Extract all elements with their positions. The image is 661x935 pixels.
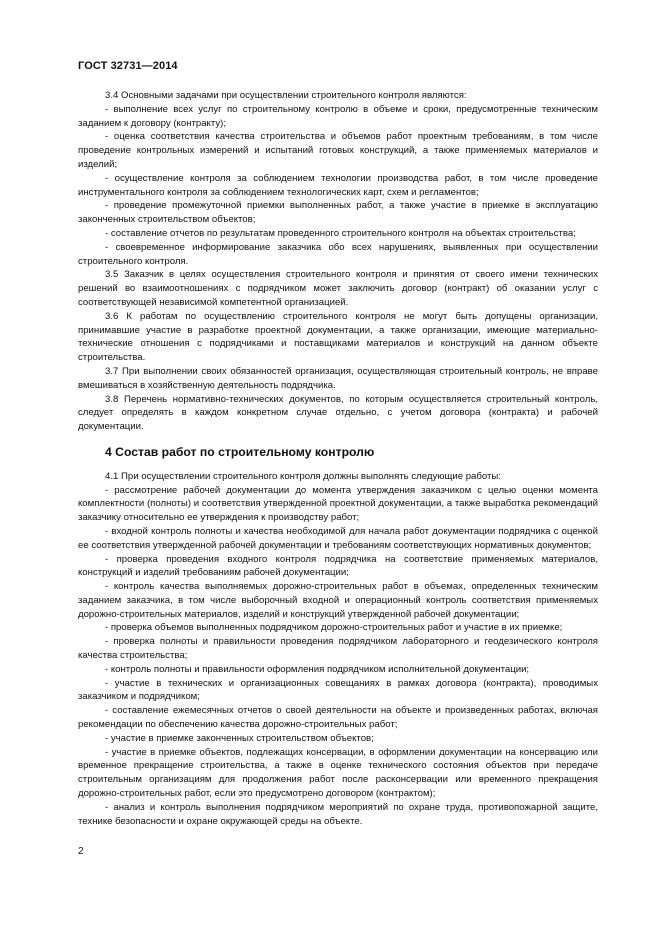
paragraph: - рассмотрение рабочей документации до момента утверждения заказчиком с целью оценки момента комплектности (полноты) и соответствия утвержденной проектной документации, а также выработка рекомендаций заказчику относительно ее утверждения к производству работ; <box>78 484 598 524</box>
paragraph: - участие в приемке законченных строительством объектов; <box>105 732 374 744</box>
paragraph: - контроль качества выполняемых дорожно-строительных работ в объемах, определенных техническим заданием заказчика, в том числе выборочный входной и операционный контроль соответствия применяемых дорожно-строительных материалов, изделий и конструкций утвержденной рабочей документации; <box>78 581 598 620</box>
paragraph: - своевременное информирование заказчика обо всех нарушениях, выявленных при осуществлении строительного контроля. <box>78 241 598 267</box>
paragraph: - проверка объемов выполненных подрядчиком дорожно-строительных работ и участие в их приемке; <box>105 622 563 634</box>
paragraph: - проверка проведения входного контроля подрядчика на соответствие применяемых материалов, конструкций и изделий требованиям рабочей документации; <box>78 553 598 579</box>
paragraph: 4.1 При осуществлении строительного контроля должны выполнять следующие работы: <box>105 470 501 482</box>
paragraph: 3.5 Заказчик в целях осуществления строительного контроля и принятия от своего имени технических решений во взаимоотношениях с подрядчиком может заключить договор (контракт) об оказании услуг с соответствующей независимой компетентной организацией. <box>78 269 598 308</box>
paragraph: - участие в приемке объектов, подлежащих консервации, в оформлении документации на консервацию или временное прекращение строительства, а также в оценке технического состояния объектов при передаче строительным организациям для продолжения работ после расконсервации или временного прекращения дорожно-строительных работ, если это предусмотрено договором (контрактом); <box>78 746 598 800</box>
paragraph: - составление ежемесячных отчетов о своей деятельности на объекте и произведенных работах, включая рекомендации по обеспечению качества дорожно-строительных работ; <box>78 705 598 731</box>
document-header: ГОСТ 32731—2014 <box>78 60 178 72</box>
paragraph: - входной контроль полноты и качества необходимой для начала работ документации подрядчика с оценкой ее соответствия утвержденной рабочей документации и требованиям соответствующих нормативных документов; <box>78 525 598 551</box>
paragraph: - проведение промежуточной приемки выполненных работ, а также участие в приемке в эксплуатацию законченных строительством объектов; <box>78 200 598 226</box>
section-4-title: 4 Состав работ по строительному контролю <box>105 444 375 459</box>
paragraph: - оценка соответствия качества строительства и объемов работ проектным требованиям, в том числе проведение контрольных измерений и испытаний готовых конструкций, а также применяемых материалов и изделий; <box>78 131 598 170</box>
paragraph: 3.4 Основными задачами при осуществлении строительного контроля являются: <box>105 90 467 101</box>
paragraph: - участие в технических и организационных совещаниях в рамках договора (контракта), проводимых заказчиком и подрядчиком; <box>78 677 598 703</box>
paragraph: - осуществление контроля за соблюдением технологии производства работ, в том числе проведение инструментального контроля за соблюдением технологических карт, схем и регламентов; <box>78 172 598 198</box>
paragraph: - анализ и контроль выполнения подрядчиком мероприятий по охране труда, противопожарной защите, технике безопасности и охране окружающей среды на объекте. <box>78 801 598 827</box>
document-body <box>78 89 598 828</box>
section-3-paragraphs <box>78 89 598 434</box>
paragraph: - контроль полноты и правильности оформления подрядчиком исполнительной документации; <box>105 663 530 675</box>
paragraph: - выполнение всех услуг по строительному контролю в объеме и сроки, предусмотренные техническим заданием к договору (контракту); <box>78 103 598 129</box>
paragraph: 3.7 При выполнении своих обязанностей организация, осуществляющая строительный контроль, не вправе вмешиваться в хозяйственную деятельность подрядчика. <box>78 365 598 391</box>
paragraph: 3.6 К работам по осуществлению строительного контроля не могут быть допущены организации, принимавшие участие в разработке проектной документации, а также организации, имеющие материально-технические отношения с подрядчиками и поставщиками материалов и конструкций на данном объекте строительства. <box>78 310 598 364</box>
paragraph: 3.8 Перечень нормативно-технических документов, по которым осуществляется строительный контроль, следует определять в каждом конкретном случае отдельно, с учетом договора (контракта) и рабочей документации. <box>78 393 598 433</box>
section-4-paragraphs <box>78 470 598 829</box>
paragraph: - составление отчетов по результатам проведенного строительного контроля на объектах строительства; <box>105 227 576 239</box>
page-number: 2 <box>78 846 84 857</box>
paragraph: - проверка полноты и правильности проведения подрядчиком лабораторного и геодезического контроля качества строительства; <box>78 636 598 662</box>
